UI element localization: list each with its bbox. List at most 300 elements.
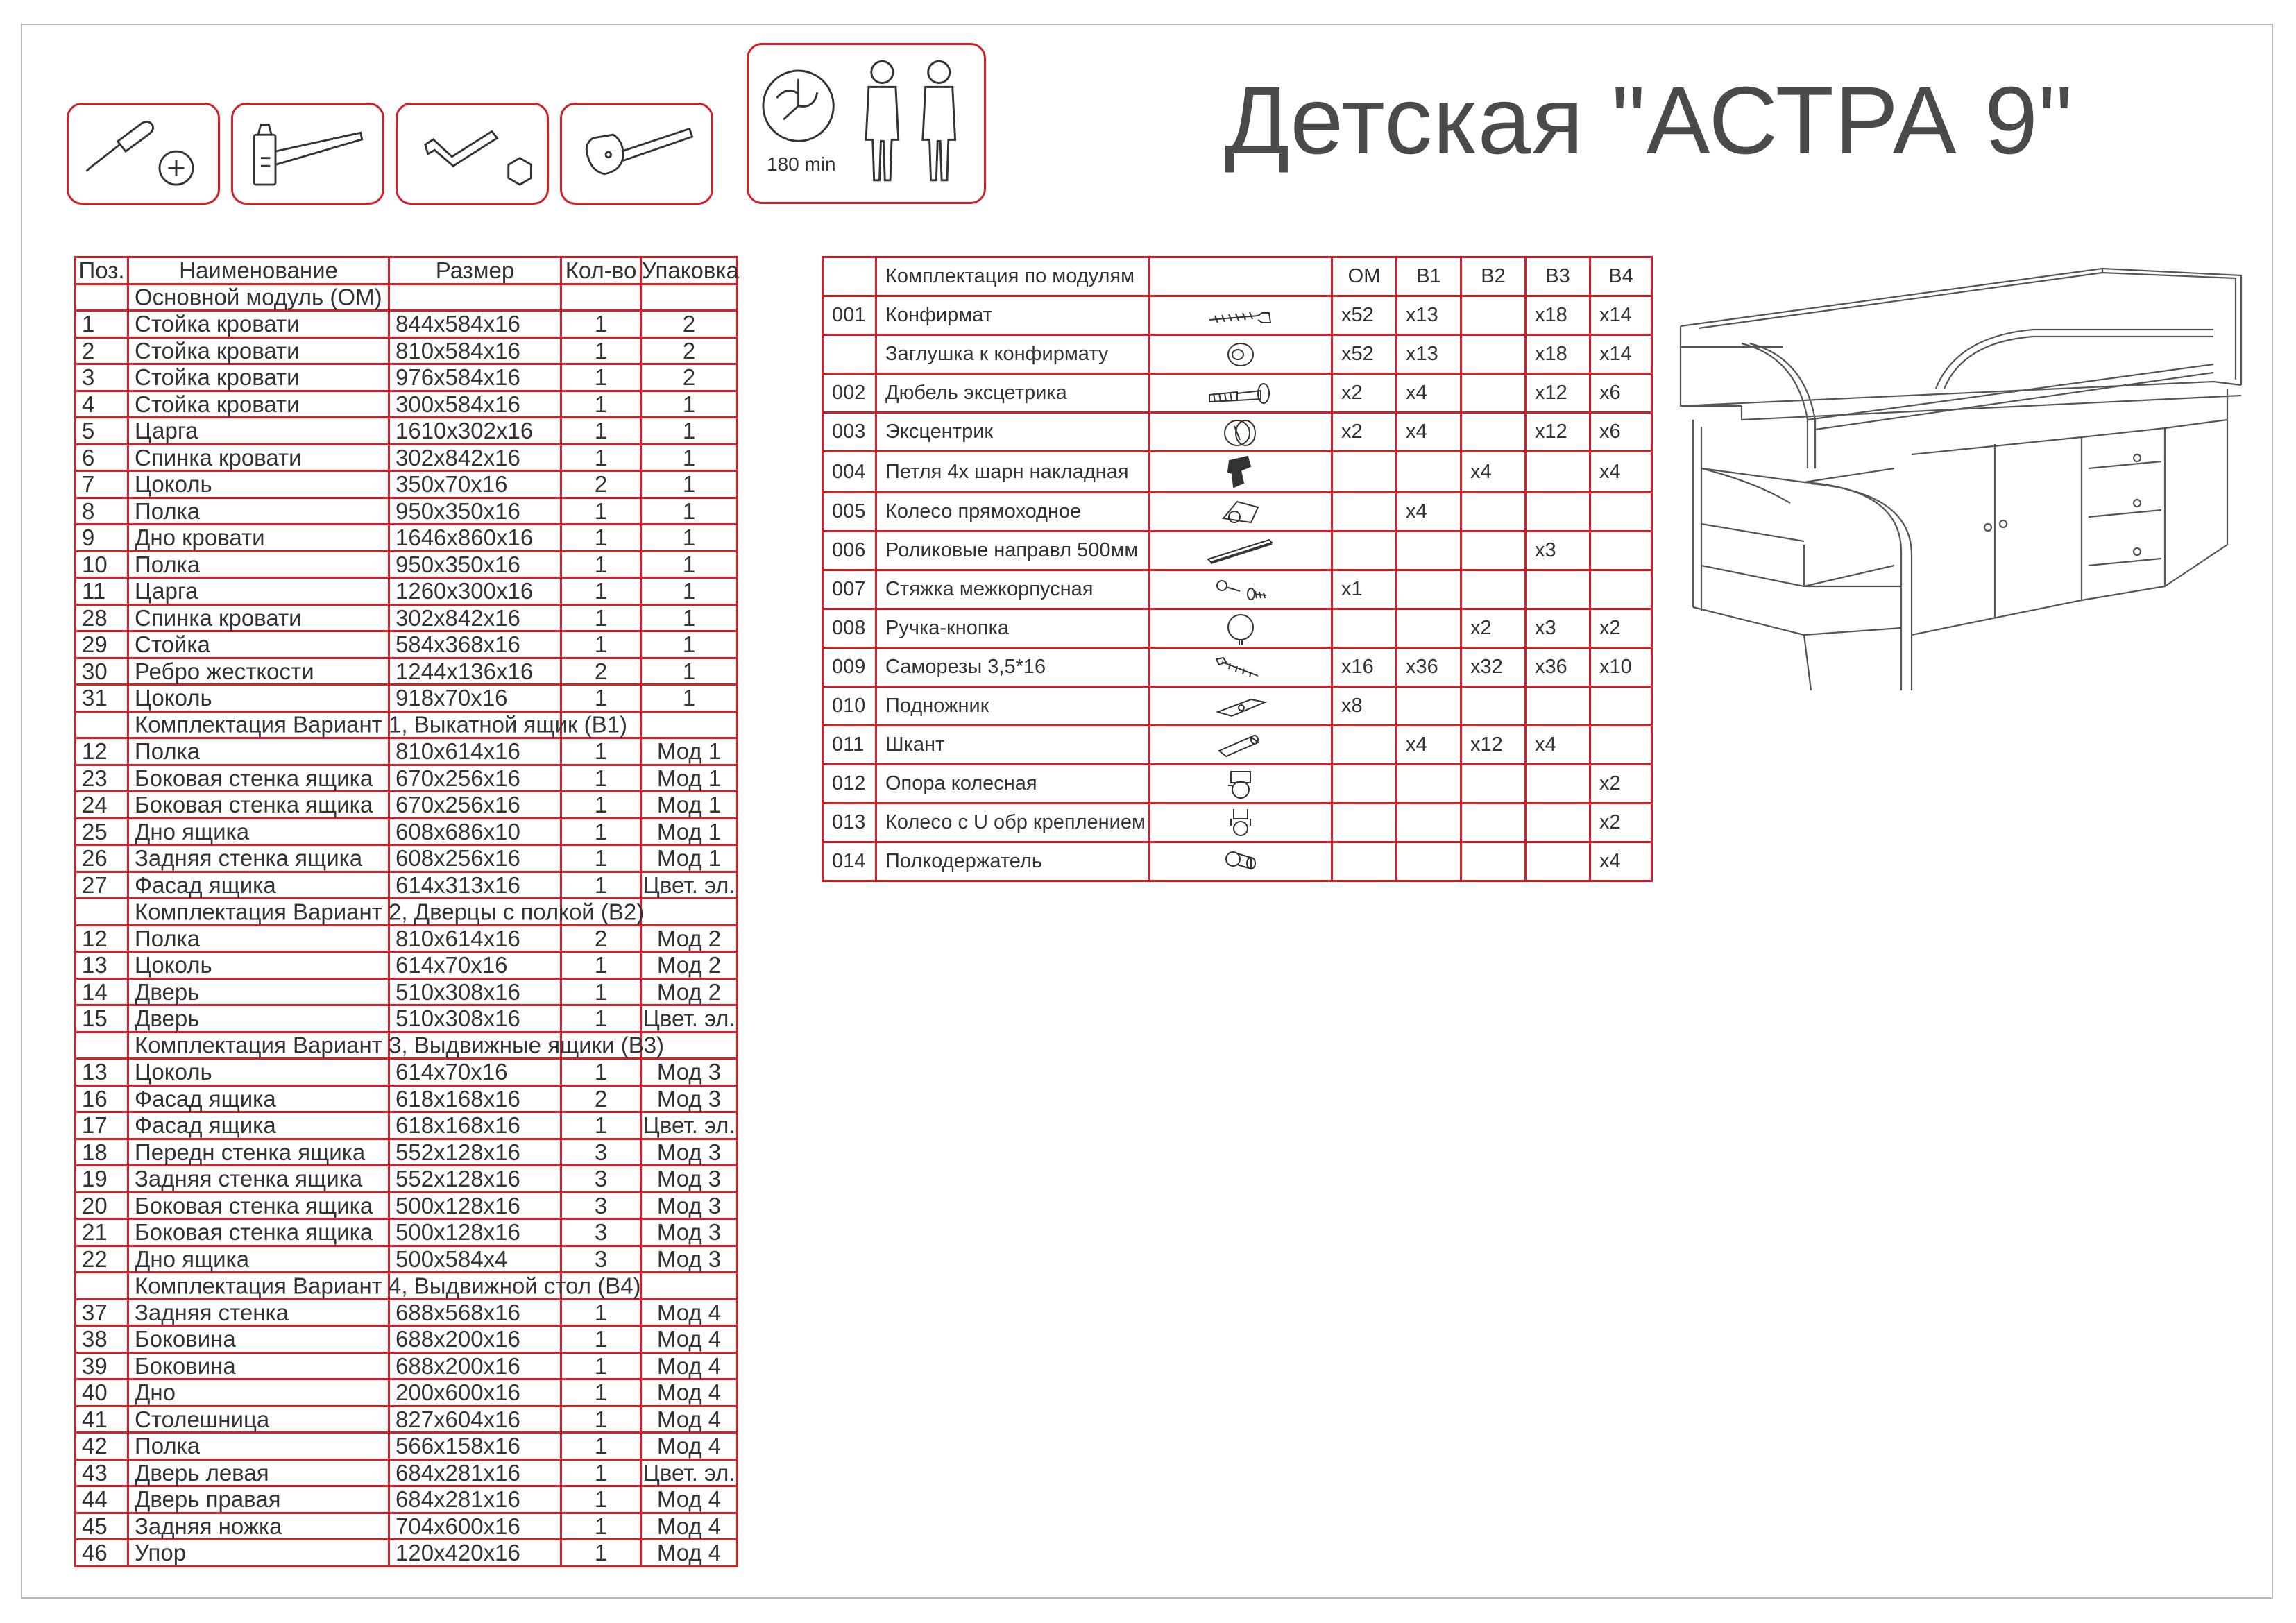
hardware-header-cell: Комплектация по модулям xyxy=(876,257,1150,296)
part-position: 45 xyxy=(76,1513,128,1540)
hardware-count-b3: x18 xyxy=(1526,296,1590,335)
hardware-name: Колесо прямоходное xyxy=(876,493,1150,532)
hardware-row xyxy=(823,765,1652,804)
hardware-row xyxy=(823,726,1652,765)
part-quantity: 1 xyxy=(561,444,641,471)
part-size: 608x686x10 xyxy=(389,818,561,845)
part-package: Мод 1 xyxy=(641,765,738,792)
hardware-count-b4: x14 xyxy=(1590,296,1652,335)
hardware-name: Заглушка к конфирмату xyxy=(876,335,1150,374)
part-quantity: 1 xyxy=(561,845,641,872)
part-name: Фасад ящика xyxy=(128,872,389,899)
hinge-icon xyxy=(1150,452,1331,491)
parts-row xyxy=(76,1352,738,1379)
parts-section-row xyxy=(76,284,738,311)
hardware-name: Колесо с U обр креплением xyxy=(876,804,1150,842)
part-package: Мод 4 xyxy=(641,1540,738,1567)
parts-row xyxy=(76,1219,738,1246)
part-quantity: 1 xyxy=(561,364,641,391)
part-quantity: 1 xyxy=(561,578,641,605)
part-quantity: 1 xyxy=(561,1379,641,1407)
empty-cell xyxy=(641,711,738,738)
parts-section-cell xyxy=(128,899,645,926)
part-position: 8 xyxy=(76,498,128,525)
part-size: 500x584x4 xyxy=(389,1246,561,1273)
hardware-row xyxy=(823,609,1652,648)
part-name: Дно ящика xyxy=(128,1246,389,1273)
hardware-icon-cell xyxy=(1150,335,1332,374)
hardware-count-b1: x13 xyxy=(1397,296,1461,335)
parts-section-row xyxy=(76,1273,738,1300)
hardware-count-om xyxy=(1332,452,1397,493)
hardware-number: 010 xyxy=(823,687,876,726)
hardware-count-b1 xyxy=(1397,765,1461,804)
parts-row xyxy=(76,311,738,338)
parts-row xyxy=(76,765,738,792)
hardware-count-b1: x4 xyxy=(1397,413,1461,452)
hardware-icon-cell xyxy=(1150,413,1332,452)
hardware-count-b2 xyxy=(1461,765,1526,804)
hardware-row xyxy=(823,335,1652,374)
part-package: Мод 4 xyxy=(641,1433,738,1460)
part-position: 13 xyxy=(76,1059,128,1086)
part-quantity: 1 xyxy=(561,1005,641,1033)
hardware-count-b1: x4 xyxy=(1397,374,1461,413)
part-size: 670x256x16 xyxy=(389,792,561,819)
hardware-row xyxy=(823,296,1652,335)
parts-section-label: Комплектация Вариант 2, Дверцы с полкой (В2) xyxy=(135,899,645,925)
part-size: 1646x860x16 xyxy=(389,525,561,552)
hardware-count-b4: x10 xyxy=(1590,648,1652,687)
screwdriver-tool-box xyxy=(67,103,220,205)
part-position: 23 xyxy=(76,765,128,792)
part-quantity: 1 xyxy=(561,525,641,552)
part-position: 30 xyxy=(76,658,128,685)
part-package: 2 xyxy=(641,311,738,338)
hardware-name: Ручка-кнопка xyxy=(876,609,1150,648)
part-quantity: 1 xyxy=(561,1513,641,1540)
parts-section-row xyxy=(76,899,738,926)
cam-dowel-icon xyxy=(1150,378,1331,409)
hardware-icon-cell xyxy=(1150,452,1332,493)
parts-section-row xyxy=(76,1032,738,1059)
hardware-number: 006 xyxy=(823,532,876,570)
hardware-count-b2: x32 xyxy=(1461,648,1526,687)
parts-header-cell: Упаковка xyxy=(642,257,739,284)
parts-header-cell: Кол-во xyxy=(561,257,641,284)
parts-row xyxy=(76,845,738,872)
part-position: 37 xyxy=(76,1299,128,1326)
part-quantity: 1 xyxy=(561,498,641,525)
parts-row xyxy=(76,685,738,712)
hardware-icon-cell xyxy=(1150,296,1332,335)
part-position: 42 xyxy=(76,1433,128,1460)
part-name: Передн стенка ящика xyxy=(128,1139,389,1166)
confirmat-cap-icon xyxy=(1150,339,1331,370)
part-package: Мод 3 xyxy=(641,1059,738,1086)
part-package: 1 xyxy=(641,631,738,658)
part-position: 5 xyxy=(76,418,128,445)
part-name: Царга xyxy=(128,578,389,605)
part-name: Цоколь xyxy=(128,685,389,712)
part-package: 1 xyxy=(641,471,738,498)
hardware-table xyxy=(822,256,1653,882)
hardware-count-b3: x36 xyxy=(1526,648,1590,687)
part-name: Столешница xyxy=(128,1406,389,1433)
parts-section-cell xyxy=(128,1273,641,1300)
hardware-row xyxy=(823,374,1652,413)
part-package: Мод 1 xyxy=(641,845,738,872)
part-size: 918x70x16 xyxy=(389,685,561,712)
parts-row xyxy=(76,1085,738,1112)
empty-cell xyxy=(389,284,561,311)
part-position: 39 xyxy=(76,1352,128,1379)
part-size: 350x70x16 xyxy=(389,471,561,498)
part-position: 28 xyxy=(76,604,128,631)
part-position: 26 xyxy=(76,845,128,872)
part-package: Мод 2 xyxy=(641,925,738,952)
part-package: 1 xyxy=(641,658,738,685)
hardware-icon-cell xyxy=(1150,570,1332,609)
hardware-count-b2 xyxy=(1461,687,1526,726)
hardware-count-b3: x18 xyxy=(1526,335,1590,374)
parts-row xyxy=(76,1326,738,1353)
hardware-header-cell: В1 xyxy=(1397,257,1461,296)
part-quantity: 1 xyxy=(561,1459,641,1486)
part-package: Цвет. эл. xyxy=(641,1459,738,1486)
part-position: 9 xyxy=(76,525,128,552)
part-quantity: 1 xyxy=(561,551,641,578)
part-name: Спинка кровати xyxy=(128,444,389,471)
part-quantity: 1 xyxy=(561,1326,641,1353)
u-caster-icon xyxy=(1150,805,1331,841)
part-position: 27 xyxy=(76,872,128,899)
hardware-count-b4: x2 xyxy=(1590,765,1652,804)
part-name: Задняя ножка xyxy=(128,1513,389,1540)
hardware-row xyxy=(823,648,1652,687)
hardware-count-b2: x4 xyxy=(1461,452,1526,493)
hardware-icon-cell xyxy=(1150,374,1332,413)
hardware-count-b3 xyxy=(1526,687,1590,726)
hardware-count-b2 xyxy=(1461,493,1526,532)
hardware-icon-cell xyxy=(1150,532,1332,570)
part-size: 1260x300x16 xyxy=(389,578,561,605)
part-quantity: 1 xyxy=(561,418,641,445)
hardware-count-b2 xyxy=(1461,532,1526,570)
empty-cell xyxy=(76,1032,128,1059)
parts-row xyxy=(76,525,738,552)
part-quantity: 3 xyxy=(561,1192,641,1219)
part-quantity: 1 xyxy=(561,738,641,765)
part-package: 1 xyxy=(641,604,738,631)
hardware-count-om: x52 xyxy=(1332,335,1397,374)
part-name: Задняя стенка ящика xyxy=(128,1166,389,1193)
hardware-count-b1 xyxy=(1397,842,1461,881)
part-name: Дверь левая xyxy=(128,1459,389,1486)
part-name: Полка xyxy=(128,738,389,765)
assembly-info-box xyxy=(747,43,986,204)
hardware-count-om xyxy=(1332,842,1397,881)
part-name: Цоколь xyxy=(128,1059,389,1086)
part-quantity: 1 xyxy=(561,1352,641,1379)
hardware-count-b1 xyxy=(1397,452,1461,493)
part-name: Дверь xyxy=(128,1005,389,1033)
hardware-count-b4 xyxy=(1590,687,1652,726)
part-package: 2 xyxy=(641,337,738,364)
parts-row xyxy=(76,551,738,578)
part-position: 46 xyxy=(76,1540,128,1567)
part-package: Мод 1 xyxy=(641,818,738,845)
part-package: 1 xyxy=(641,444,738,471)
part-name: Ребро жесткости xyxy=(128,658,389,685)
hardware-count-b1 xyxy=(1397,804,1461,842)
part-package: Мод 4 xyxy=(641,1326,738,1353)
hardware-count-om: x1 xyxy=(1332,570,1397,609)
parts-row xyxy=(76,738,738,765)
hardware-count-b1: x13 xyxy=(1397,335,1461,374)
part-quantity: 2 xyxy=(561,1085,641,1112)
part-size: 684x281x16 xyxy=(389,1459,561,1486)
hardware-count-b3: x4 xyxy=(1526,726,1590,765)
part-position: 3 xyxy=(76,364,128,391)
hardware-header-cell xyxy=(1150,257,1332,296)
part-name: Задняя стенка ящика xyxy=(128,845,389,872)
part-quantity: 3 xyxy=(561,1219,641,1246)
part-quantity: 1 xyxy=(561,337,641,364)
parts-row xyxy=(76,1059,738,1086)
parts-header-cell: Поз. xyxy=(76,257,128,284)
hardware-count-b4: x14 xyxy=(1590,335,1652,374)
hardware-name: Подножник xyxy=(876,687,1150,726)
hardware-count-b3: x12 xyxy=(1526,413,1590,452)
part-name: Боковая стенка ящика xyxy=(128,792,389,819)
hardware-count-b3 xyxy=(1526,842,1590,881)
clock-icon xyxy=(763,71,833,141)
hardware-count-b3 xyxy=(1526,804,1590,842)
part-position: 19 xyxy=(76,1166,128,1193)
part-size: 552x128x16 xyxy=(389,1166,561,1193)
part-size: 670x256x16 xyxy=(389,765,561,792)
part-quantity: 1 xyxy=(561,765,641,792)
part-package: Мод 3 xyxy=(641,1246,738,1273)
hammer-icon xyxy=(233,105,382,203)
hardware-count-b1 xyxy=(1397,687,1461,726)
part-package: 1 xyxy=(641,418,738,445)
part-position: 44 xyxy=(76,1486,128,1513)
part-quantity: 3 xyxy=(561,1139,641,1166)
part-position: 21 xyxy=(76,1219,128,1246)
part-size: 302x842x16 xyxy=(389,604,561,631)
part-name: Боковая стенка ящика xyxy=(128,1192,389,1219)
part-quantity: 1 xyxy=(561,1299,641,1326)
parts-row xyxy=(76,471,738,498)
parts-row xyxy=(76,792,738,819)
parts-row xyxy=(76,418,738,445)
parts-row xyxy=(76,1513,738,1540)
hardware-count-om xyxy=(1332,804,1397,842)
hardware-count-b3 xyxy=(1526,493,1590,532)
part-name: Дверь правая xyxy=(128,1486,389,1513)
parts-row xyxy=(76,1112,738,1139)
hardware-count-b4: x2 xyxy=(1590,804,1652,842)
hardware-name: Дюбель эксцетрика xyxy=(876,374,1150,413)
part-package: Мод 3 xyxy=(641,1085,738,1112)
parts-row xyxy=(76,1459,738,1486)
part-size: 618x168x16 xyxy=(389,1112,561,1139)
hardware-number: 002 xyxy=(823,374,876,413)
parts-section-label: Комплектация Вариант 1, Выкатной ящик (В1) xyxy=(135,711,627,738)
empty-cell xyxy=(76,711,128,738)
part-size: 704x600x16 xyxy=(389,1513,561,1540)
part-quantity: 1 xyxy=(561,631,641,658)
part-position: 25 xyxy=(76,818,128,845)
hardware-count-b4: x6 xyxy=(1590,413,1652,452)
part-position: 11 xyxy=(76,578,128,605)
hardware-count-om: x16 xyxy=(1332,648,1397,687)
hardware-name: Саморезы 3,5*16 xyxy=(876,648,1150,687)
hardware-number: 014 xyxy=(823,842,876,881)
wood-screw-icon xyxy=(1150,652,1331,683)
empty-cell xyxy=(76,899,128,926)
part-package: 1 xyxy=(641,551,738,578)
part-size: 302x842x16 xyxy=(389,444,561,471)
hardware-header-cell: В3 xyxy=(1526,257,1590,296)
mallet-tool-box xyxy=(560,103,713,205)
part-quantity: 1 xyxy=(561,391,641,418)
parts-row xyxy=(76,1005,738,1033)
hardware-count-b1: x4 xyxy=(1397,493,1461,532)
part-package: 1 xyxy=(641,578,738,605)
part-package: Мод 3 xyxy=(641,1192,738,1219)
part-name: Стойка кровати xyxy=(128,337,389,364)
part-quantity: 1 xyxy=(561,818,641,845)
hardware-count-om: x2 xyxy=(1332,413,1397,452)
hardware-number: 012 xyxy=(823,765,876,804)
part-size: 688x200x16 xyxy=(389,1326,561,1353)
part-position: 22 xyxy=(76,1246,128,1273)
hardware-count-b1 xyxy=(1397,609,1461,648)
parts-row xyxy=(76,1246,738,1273)
part-size: 688x200x16 xyxy=(389,1352,561,1379)
part-size: 614x70x16 xyxy=(389,952,561,979)
part-package: Цвет. эл. xyxy=(641,1112,738,1139)
hardware-icon-cell xyxy=(1150,804,1332,842)
parts-row xyxy=(76,1299,738,1326)
wood-dowel-icon xyxy=(1150,730,1331,760)
parts-row xyxy=(76,1166,738,1193)
hardware-count-b2 xyxy=(1461,374,1526,413)
hardware-count-b4: x2 xyxy=(1590,609,1652,648)
parts-row xyxy=(76,578,738,605)
hardware-icon-cell xyxy=(1150,842,1332,881)
parts-row xyxy=(76,1192,738,1219)
part-package: 1 xyxy=(641,498,738,525)
parts-section-cell xyxy=(128,284,389,311)
hardware-count-b2 xyxy=(1461,842,1526,881)
part-quantity: 1 xyxy=(561,685,641,712)
connector-bolt-icon xyxy=(1150,575,1331,605)
part-package: Мод 4 xyxy=(641,1513,738,1540)
hex-key-tool-box xyxy=(396,103,549,205)
part-size: 950x350x16 xyxy=(389,498,561,525)
hardware-count-b2 xyxy=(1461,413,1526,452)
parts-section-label: Основной модуль (ОМ) xyxy=(135,284,382,310)
parts-row xyxy=(76,604,738,631)
hardware-icon-cell xyxy=(1150,609,1332,648)
parts-section-cell xyxy=(128,711,627,738)
part-package: Мод 4 xyxy=(641,1406,738,1433)
part-size: 950x350x16 xyxy=(389,551,561,578)
part-name: Полка xyxy=(128,551,389,578)
part-name: Дно xyxy=(128,1379,389,1407)
hardware-name: Петля 4х шарн накладная xyxy=(876,452,1150,493)
part-size: 614x70x16 xyxy=(389,1059,561,1086)
hardware-count-b3: x3 xyxy=(1526,609,1590,648)
part-package: 2 xyxy=(641,364,738,391)
parts-row xyxy=(76,444,738,471)
hardware-icon-cell xyxy=(1150,687,1332,726)
part-size: 120x420x16 xyxy=(389,1540,561,1567)
hardware-icon-cell xyxy=(1150,648,1332,687)
hardware-header-cell xyxy=(823,257,876,296)
part-package: Мод 1 xyxy=(641,738,738,765)
hardware-count-b2 xyxy=(1461,296,1526,335)
hardware-count-b2: x12 xyxy=(1461,726,1526,765)
hardware-name: Опора колесная xyxy=(876,765,1150,804)
part-size: 584x368x16 xyxy=(389,631,561,658)
mallet-icon xyxy=(562,105,711,203)
hardware-count-b3: x12 xyxy=(1526,374,1590,413)
part-size: 827x604x16 xyxy=(389,1406,561,1433)
part-package: Мод 1 xyxy=(641,792,738,819)
part-quantity: 1 xyxy=(561,1433,641,1460)
part-quantity: 1 xyxy=(561,1112,641,1139)
parts-row xyxy=(76,364,738,391)
wheel-icon xyxy=(1150,495,1331,529)
part-name: Упор xyxy=(128,1540,389,1567)
parts-row xyxy=(76,337,738,364)
part-package: Мод 3 xyxy=(641,1219,738,1246)
part-name: Боковая стенка ящика xyxy=(128,1219,389,1246)
part-size: 510x308x16 xyxy=(389,978,561,1005)
hardware-count-b4: x4 xyxy=(1590,452,1652,493)
bed-illustration xyxy=(1672,260,2255,690)
hardware-number: 007 xyxy=(823,570,876,609)
part-position: 18 xyxy=(76,1139,128,1166)
parts-row xyxy=(76,872,738,899)
part-position: 2 xyxy=(76,337,128,364)
part-quantity: 3 xyxy=(561,1246,641,1273)
hardware-count-b3 xyxy=(1526,570,1590,609)
hardware-icon-cell xyxy=(1150,765,1332,804)
glide-foot-icon xyxy=(1150,691,1331,722)
hardware-name: Полкодержатель xyxy=(876,842,1150,881)
hardware-number: 011 xyxy=(823,726,876,765)
parts-row xyxy=(76,1486,738,1513)
part-name: Дно ящика xyxy=(128,818,389,845)
page-title: Детская "АСТРА 9" xyxy=(1225,67,2073,174)
part-name: Стойка кровати xyxy=(128,364,389,391)
part-name: Дверь xyxy=(128,978,389,1005)
hardware-number: 004 xyxy=(823,452,876,493)
part-size: 614x313x16 xyxy=(389,872,561,899)
part-quantity: 2 xyxy=(561,471,641,498)
part-name: Цоколь xyxy=(128,471,389,498)
hardware-count-b2 xyxy=(1461,335,1526,374)
part-quantity: 2 xyxy=(561,925,641,952)
parts-row xyxy=(76,631,738,658)
hardware-header-cell: В4 xyxy=(1590,257,1652,296)
